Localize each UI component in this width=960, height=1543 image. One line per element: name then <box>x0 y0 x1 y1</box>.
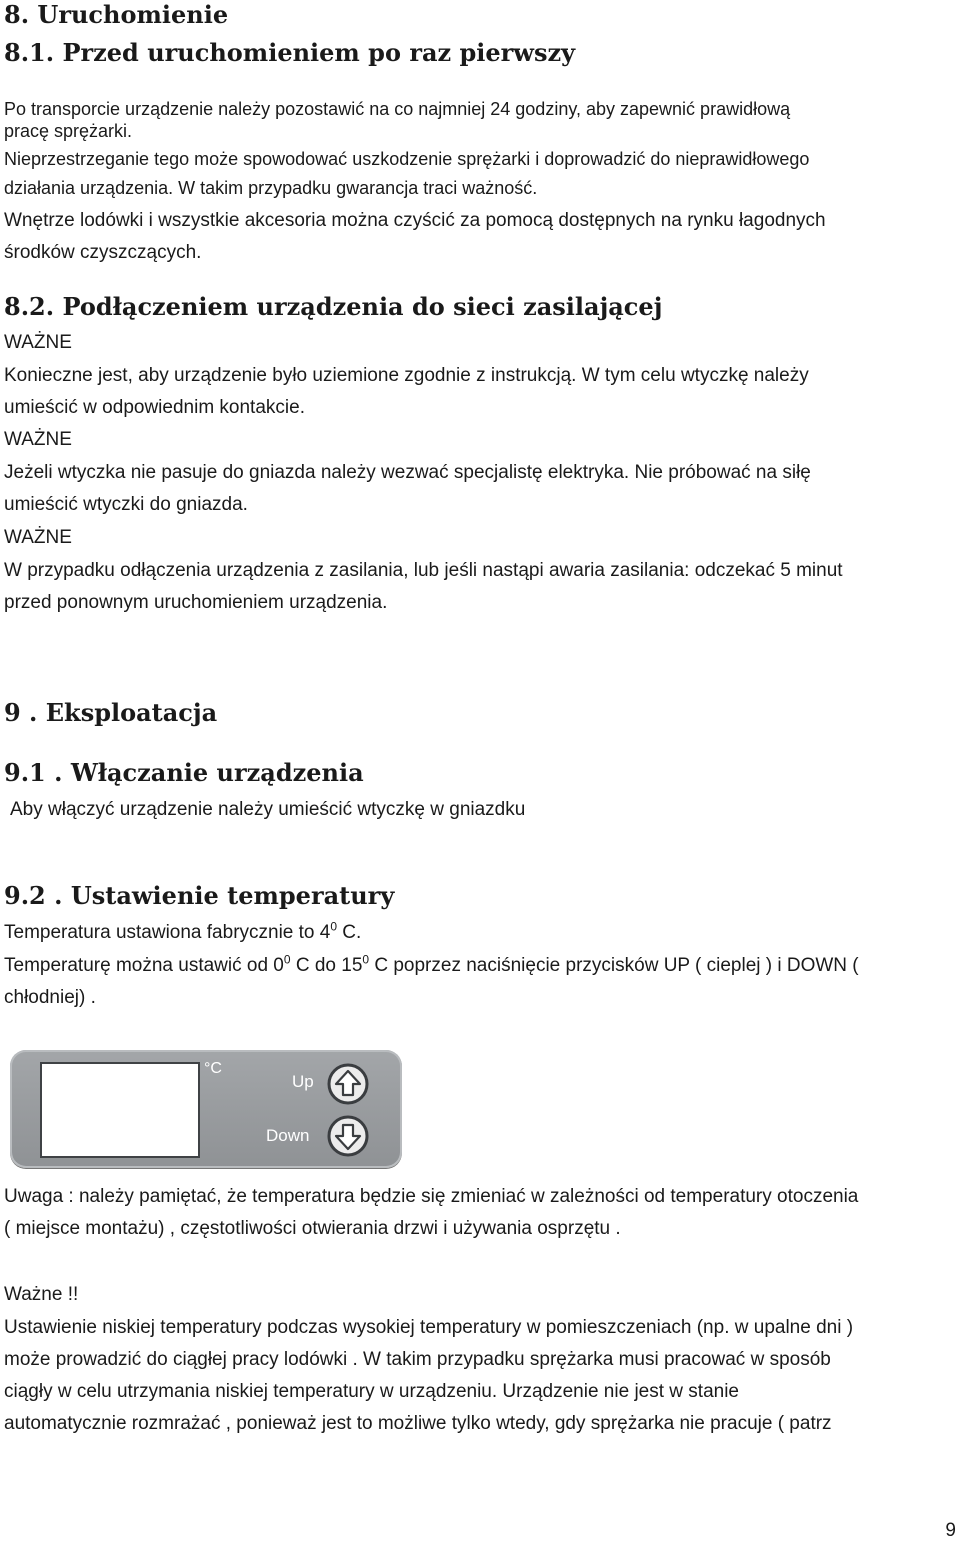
section-9-heading: 9 . Eksploatacja <box>4 698 218 727</box>
text-line: ciągły w celu utrzymania niskiej temperatury w urządzeniu. Urządzenie nie jest w stanie <box>4 1381 739 1402</box>
important-heading: Ważne !! <box>4 1284 79 1305</box>
section-8-1-heading: 8.1. Przed uruchomieniem po raz pierwszy <box>4 38 576 67</box>
superscript: 0 <box>330 919 338 934</box>
arrow-up-circle-icon <box>326 1062 370 1106</box>
text-line: działania urządzenia. W takim przypadku gwarancja traci ważność. <box>4 178 538 198</box>
arrow-down-circle-icon <box>326 1114 370 1158</box>
text-line: umieścić w odpowiednim kontakcie. <box>4 397 305 418</box>
text-fragment: C. <box>337 922 362 943</box>
important-label: WAŻNE <box>4 332 72 353</box>
control-panel-illustration <box>10 1050 402 1168</box>
superscript: 0 <box>283 952 291 967</box>
text-fragment: Temperatura ustawiona fabrycznie to 4 <box>4 922 331 943</box>
down-label: Down <box>266 1126 310 1145</box>
page-number: 9 <box>945 1520 956 1541</box>
superscript: 0 <box>362 952 370 967</box>
text-line: chłodniej) . <box>4 987 96 1008</box>
section-8-1-paragraph-1 <box>4 95 954 203</box>
text-line: Uwaga : należy pamiętać, że temperatura będzie się zmieniać w zależności od temperatury otoczenia <box>4 1186 859 1207</box>
text-line: pracę sprężarki. <box>4 121 133 141</box>
important-paragraph <box>4 1312 954 1440</box>
text-line: Ustawienie niskiej temperatury podczas wysokiej temperatury w pomieszczeniach (np. w upalne dni ) <box>4 1317 854 1338</box>
factory-temperature-line <box>4 917 954 949</box>
text-line: Po transporcie urządzenie należy pozostawić na co najmniej 24 godziny, aby zapewnić prawidłową <box>4 99 791 119</box>
important-label: WAŻNE <box>4 527 72 548</box>
important-note-1 <box>4 360 954 424</box>
text-line: środków czyszczących. <box>4 242 202 263</box>
note-paragraph <box>4 1181 954 1245</box>
up-label: Up <box>292 1072 314 1091</box>
important-note-3 <box>4 555 954 619</box>
text-line: może prowadzić do ciągłej pracy lodówki . W takim przypadku sprężarka musi pracować w sposób <box>4 1349 831 1370</box>
text-line: Nieprzestrzeganie tego może spowodować uszkodzenie sprężarki i doprowadzić do nieprawidłowego <box>4 149 810 169</box>
section-8-2-heading: 8.2. Podłączeniem urządzenia do sieci zasilającej <box>4 292 663 321</box>
section-9-2-heading: 9.2 . Ustawienie temperatury <box>4 881 395 910</box>
important-note-2 <box>4 457 954 521</box>
section-8-1-paragraph-2 <box>4 205 954 269</box>
section-8-heading: 8. Uruchomienie <box>4 0 229 29</box>
temperature-display <box>40 1062 200 1158</box>
text-line: Wnętrze lodówki i wszystkie akcesoria można czyścić za pomocą dostępnych na rynku łagodnych <box>4 210 826 231</box>
section-9-1-heading: 9.1 . Włączanie urządzenia <box>4 758 364 787</box>
text-line: Jeżeli wtyczka nie pasuje do gniazda należy wezwać specjalistę elektryka. Nie próbować na siłę <box>4 462 811 483</box>
celsius-unit-label: °C <box>204 1060 222 1077</box>
text-line: umieścić wtyczki do gniazda. <box>4 494 248 515</box>
text-fragment: Temperaturę można ustawić od 0 <box>4 955 284 976</box>
text-fragment: C poprzez naciśnięcie przycisków UP ( cieplej ) i DOWN ( <box>369 955 859 976</box>
text-line: Konieczne jest, aby urządzenie było uziemione zgodnie z instrukcją. W tym celu wtyczkę należy <box>4 365 809 386</box>
important-label: WAŻNE <box>4 429 72 450</box>
text-line: W przypadku odłączenia urządzenia z zasilania, lub jeśli nastąpi awaria zasilania: odczekać 5 minut <box>4 560 843 581</box>
text-line: ( miejsce montażu) , częstotliwości otwierania drzwi i używania osprzętu . <box>4 1218 621 1239</box>
temperature-range-paragraph <box>4 950 954 1014</box>
text-line <box>4 950 954 982</box>
text-fragment: C do 15 <box>290 955 363 976</box>
text-line: przed ponownym uruchomieniem urządzenia. <box>4 592 388 613</box>
text-line: automatycznie rozmrażać , ponieważ jest to możliwe tylko wtedy, gdy sprężarka nie pracuje ( patrz <box>4 1413 832 1434</box>
section-9-1-paragraph: Aby włączyć urządzenie należy umieścić wtyczkę w gniazdku <box>10 799 526 820</box>
